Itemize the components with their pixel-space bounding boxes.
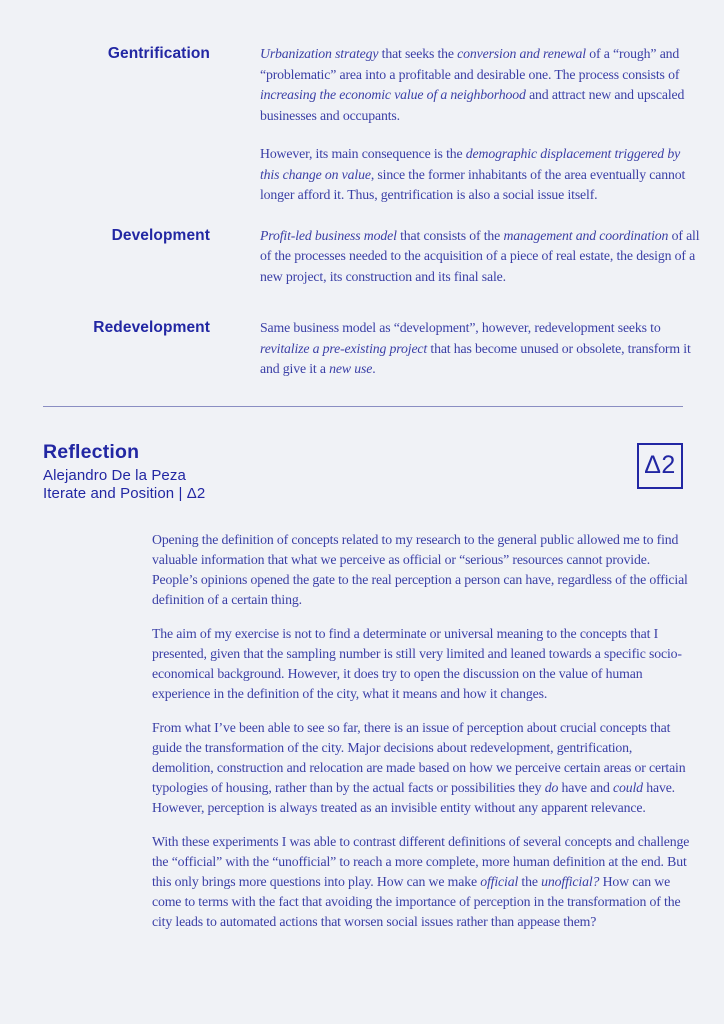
reflection-header bbox=[43, 441, 683, 504]
definition-term: Gentrification bbox=[107, 45, 210, 62]
definition-paragraph: Same business model as “development”, however, redevelopment seeks to revitalize a pre-existing project that has become unused or obsolete, transform it and give it a new use. bbox=[260, 320, 691, 376]
definition-paragraph: Urbanization strategy that seeks the conversion and renewal of a “rough” and “problematic” area into a profitable and desirable one. The process consists of increasing the economic value of a neighborhood and attract new and upscaled businesses and occupants. bbox=[260, 46, 685, 123]
reflection-paragraph: From what I’ve been able to see so far, there is an issue of perception about crucial concepts that guide the transformation of the city. Major decisions about redevelopment, gentrification, demolition, construction and relocation are made based on how we perceive certain areas or certain typologies of housing, rather than by the actual facts or possibilities they do have and could have. However, perception is always treated as an invisible entity without any apparent relevance. bbox=[152, 719, 686, 815]
project-subtitle: Iterate and Position | Δ2 bbox=[43, 485, 206, 502]
author-name: Alejandro De la Peza bbox=[43, 466, 186, 484]
reflection-paragraph: With these experiments I was able to contrast different definitions of several concepts and challenge the “official” with the “unofficial” to reach a more complete, more human definition at the end. But this only brings more questions into play. How can we make official the unofficial? How can we come to terms with the fact that avoiding the importance of perception in the transformation of the city leads to automated actions that worsen social issues rather than appease them? bbox=[152, 833, 690, 929]
reflection-body bbox=[152, 530, 697, 932]
definition-text bbox=[260, 226, 700, 288]
definition-row bbox=[0, 44, 724, 206]
reflection-paragraph: The aim of my exercise is not to find a determinate or universal meaning to the concepts that I presented, given that the sampling number is still very limited and leaned towards a specific socio-economical background. However, it does try to open the discussion on the value of human experience in the definition of the city, what it means and how it changes. bbox=[152, 625, 682, 701]
definition-text bbox=[260, 318, 700, 380]
definition-term: Development bbox=[111, 226, 210, 244]
delta2-badge-label: Δ2 bbox=[644, 451, 676, 479]
delta2-badge bbox=[637, 443, 683, 489]
definition-paragraph: Profit-led business model that consists of the management and coordination of all of the processes needed to the acquisition of a piece of real estate, the design of a new project, its construction and its final sale. bbox=[260, 227, 700, 284]
definition-row bbox=[0, 318, 724, 380]
section-divider bbox=[43, 406, 683, 407]
definition-row bbox=[0, 226, 724, 288]
definition-term: Redevelopment bbox=[93, 319, 210, 336]
definition-list bbox=[0, 0, 724, 380]
reflection-paragraph: Opening the definition of concepts related to my research to the general public allowed me to find valuable information that what we perceive as official or “serious” resources cannot provide. People’s opinions opened the gate to the real perception a person can have, regardless of the official definition of a certain thing. bbox=[152, 531, 688, 607]
page-title: Reflection bbox=[43, 440, 140, 463]
definition-paragraph: However, its main consequence is the demographic displacement triggered by this change on value, since the former inhabitants of the area eventually cannot longer afford it. Thus, gentrification is also a social issue itself. bbox=[260, 146, 686, 202]
reflection-meta bbox=[43, 441, 205, 504]
definition-text bbox=[260, 44, 700, 206]
